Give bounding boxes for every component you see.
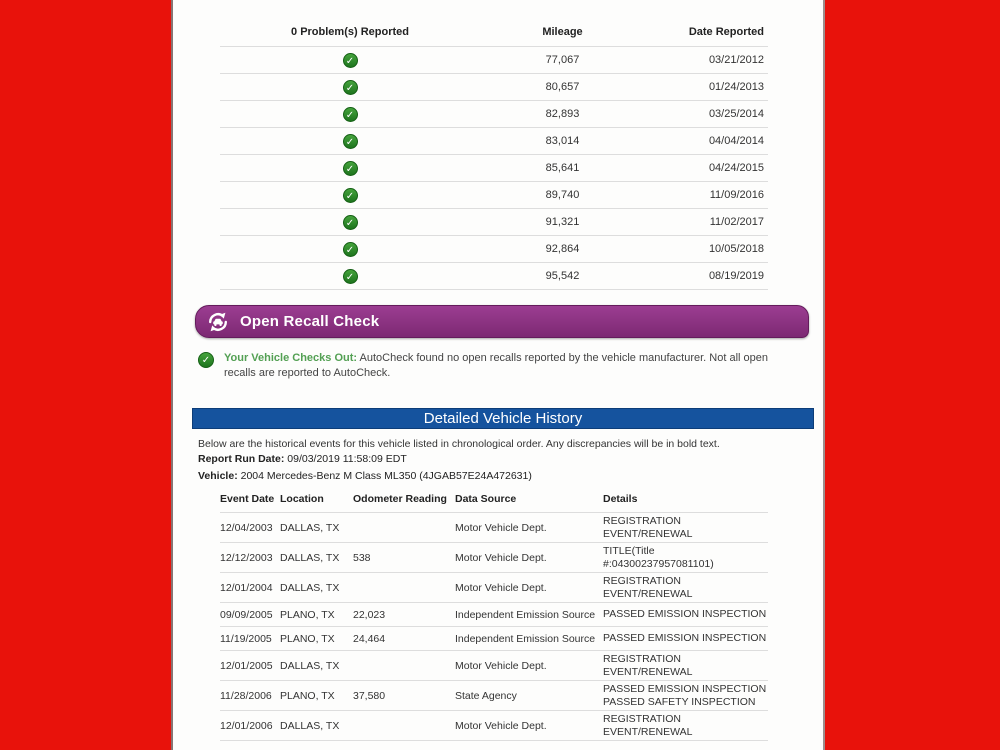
date-reported-value: 11/09/2016 [709,189,764,201]
vehicle-value: 2004 Mercedes-Benz M Class ML350 (4JGAB57E24A472631) [237,469,532,482]
details-line: TITLE(Title #:04300237957081101) [603,545,714,570]
check-icon: ✓ [198,352,214,368]
check-icon: ✓ [343,269,358,284]
mileage-value: 77,067 [545,54,580,66]
check-icon: ✓ [343,53,358,68]
mileage-value: 92,864 [545,243,580,255]
check-icon: ✓ [343,215,358,230]
location-cell: DALLAS, TX [280,659,340,672]
check-icon: ✓ [343,161,358,176]
mileage-row [220,208,768,235]
details-cell [603,515,768,540]
open-recall-check-banner [195,305,809,338]
location-cell: DALLAS, TX [280,719,340,732]
data-source-header: Data Source [455,493,517,505]
check-cell [220,161,480,176]
history-intro-text: Below are the historical events for this vehicle listed in chronological order. Any discrepancies will be in bold text. [198,438,720,450]
odometer-reading-header: Odometer Reading [353,493,447,505]
mileage-row [220,154,768,181]
mileage-value: 91,321 [545,216,580,228]
details-line: REGISTRATION EVENT/RENEWAL [603,713,693,738]
date-reported-value: 01/24/2013 [708,81,764,93]
date-reported-value: 08/19/2019 [708,270,764,282]
mileage-row [220,46,768,73]
data-source-cell: Motor Vehicle Dept. [455,659,547,672]
details-header: Details [603,493,638,505]
check-cell [220,188,480,203]
history-table-body [220,512,768,740]
date-reported-header: Date Reported [688,26,764,38]
history-row [220,650,768,680]
problems-reported-header: 0 Problem(s) Reported [291,26,409,38]
mileage-table [220,26,768,290]
history-row [220,512,768,542]
mileage-row [220,73,768,100]
details-line: PASSED SAFETY INSPECTION [603,695,756,708]
detailed-vehicle-history-banner: Detailed Vehicle History [192,408,814,429]
data-source-cell: Motor Vehicle Dept. [455,581,547,594]
location-cell: DALLAS, TX [280,581,340,594]
location-cell: PLANO, TX [280,689,335,702]
history-row [220,710,768,740]
event-date-cell: 09/09/2005 [220,608,273,621]
location-cell: PLANO, TX [280,632,335,645]
data-source-cell: Motor Vehicle Dept. [455,521,547,534]
mileage-value: 85,641 [545,162,580,174]
report-run-date-label: Report Run Date: [198,453,285,465]
check-icon: ✓ [343,80,358,95]
recall-status-text [224,351,796,381]
vehicle-line [198,470,823,484]
check-cell [220,134,480,149]
table-bottom-divider [220,740,768,741]
check-cell [220,269,480,284]
details-cell [603,653,768,678]
check-cell [220,80,480,95]
mileage-row [220,100,768,127]
location-cell: PLANO, TX [280,608,335,621]
check-icon: ✓ [343,242,358,257]
event-date-cell: 12/01/2006 [220,719,273,732]
details-cell [603,713,768,738]
mileage-value: 82,893 [545,108,580,120]
details-cell [603,575,768,600]
details-line: PASSED EMISSION INSPECTION [603,632,767,645]
event-date-cell: 11/19/2005 [220,632,272,645]
details-cell [603,632,768,645]
odometer-cell: 538 [353,551,371,564]
history-table-header [220,493,768,512]
date-reported-value: 10/05/2018 [708,243,764,255]
event-date-cell: 12/12/2003 [220,551,273,564]
details-line: PASSED EMISSION INSPECTION [603,683,767,695]
event-date-header: Event Date [220,493,275,505]
history-row [220,680,768,710]
date-reported-value: 11/02/2017 [709,216,764,228]
data-source-cell: Motor Vehicle Dept. [455,719,547,732]
history-row [220,602,768,626]
history-row [220,626,768,650]
recall-status-row [198,351,798,381]
check-icon: ✓ [343,188,358,203]
details-cell [603,683,768,708]
details-line: REGISTRATION EVENT/RENEWAL [603,515,693,540]
date-reported-value: 03/21/2012 [708,54,764,66]
details-cell [603,545,768,570]
date-reported-value: 04/24/2015 [708,162,764,174]
check-cell [220,242,480,257]
data-source-cell: Motor Vehicle Dept. [455,551,547,564]
odometer-cell: 24,464 [353,632,386,645]
mileage-row [220,181,768,208]
check-cell [220,53,480,68]
recall-status-description: AutoCheck found no open recalls reported by the vehicle manufacturer. Not all open recalls are reported to AutoCheck. [224,352,768,379]
mileage-row [220,262,768,289]
details-line: REGISTRATION EVENT/RENEWAL [603,575,693,600]
event-date-cell: 12/01/2004 [220,581,273,594]
details-line: PASSED EMISSION INSPECTION [603,608,767,621]
odometer-cell: 22,023 [353,608,386,621]
odometer-cell: 37,580 [353,689,386,702]
mileage-value: 95,542 [545,270,580,282]
mileage-value: 89,740 [545,189,580,201]
mileage-value: 80,657 [545,81,580,93]
date-reported-value: 03/25/2014 [708,108,764,120]
location-cell: DALLAS, TX [280,551,340,564]
report-run-date-value: 09/03/2019 11:58:09 EDT [284,453,407,465]
report-run-date-line [198,453,823,467]
mileage-row [220,235,768,262]
mileage-table-body [220,46,768,289]
mileage-table-header [220,26,768,46]
recall-banner-title: Open Recall Check [240,313,380,330]
event-date-cell: 11/28/2006 [220,689,272,702]
recall-refresh-car-icon [205,309,231,335]
history-row [220,542,768,572]
check-cell [220,215,480,230]
location-cell: DALLAS, TX [280,521,340,534]
mileage-value: 83,014 [545,135,580,147]
details-line: REGISTRATION EVENT/RENEWAL [603,653,693,678]
mileage-header: Mileage [542,26,583,38]
date-reported-value: 04/04/2014 [708,135,764,147]
report-content-column [171,0,825,750]
location-header: Location [280,493,324,505]
mileage-row [220,127,768,154]
history-table [220,493,768,741]
vehicle-label: Vehicle: [198,469,238,482]
recall-status-label: Your Vehicle Checks Out: [224,352,358,364]
table-bottom-divider [220,289,768,290]
check-icon: ✓ [343,134,358,149]
check-icon: ✓ [343,107,358,122]
check-cell [220,107,480,122]
details-cell [603,608,768,621]
data-source-cell: Independent Emission Source [455,608,596,621]
data-source-cell: State Agency [455,689,517,702]
event-date-cell: 12/04/2003 [220,521,273,534]
data-source-cell: Independent Emission Source [455,632,596,645]
event-date-cell: 12/01/2005 [220,659,273,672]
history-row [220,572,768,602]
